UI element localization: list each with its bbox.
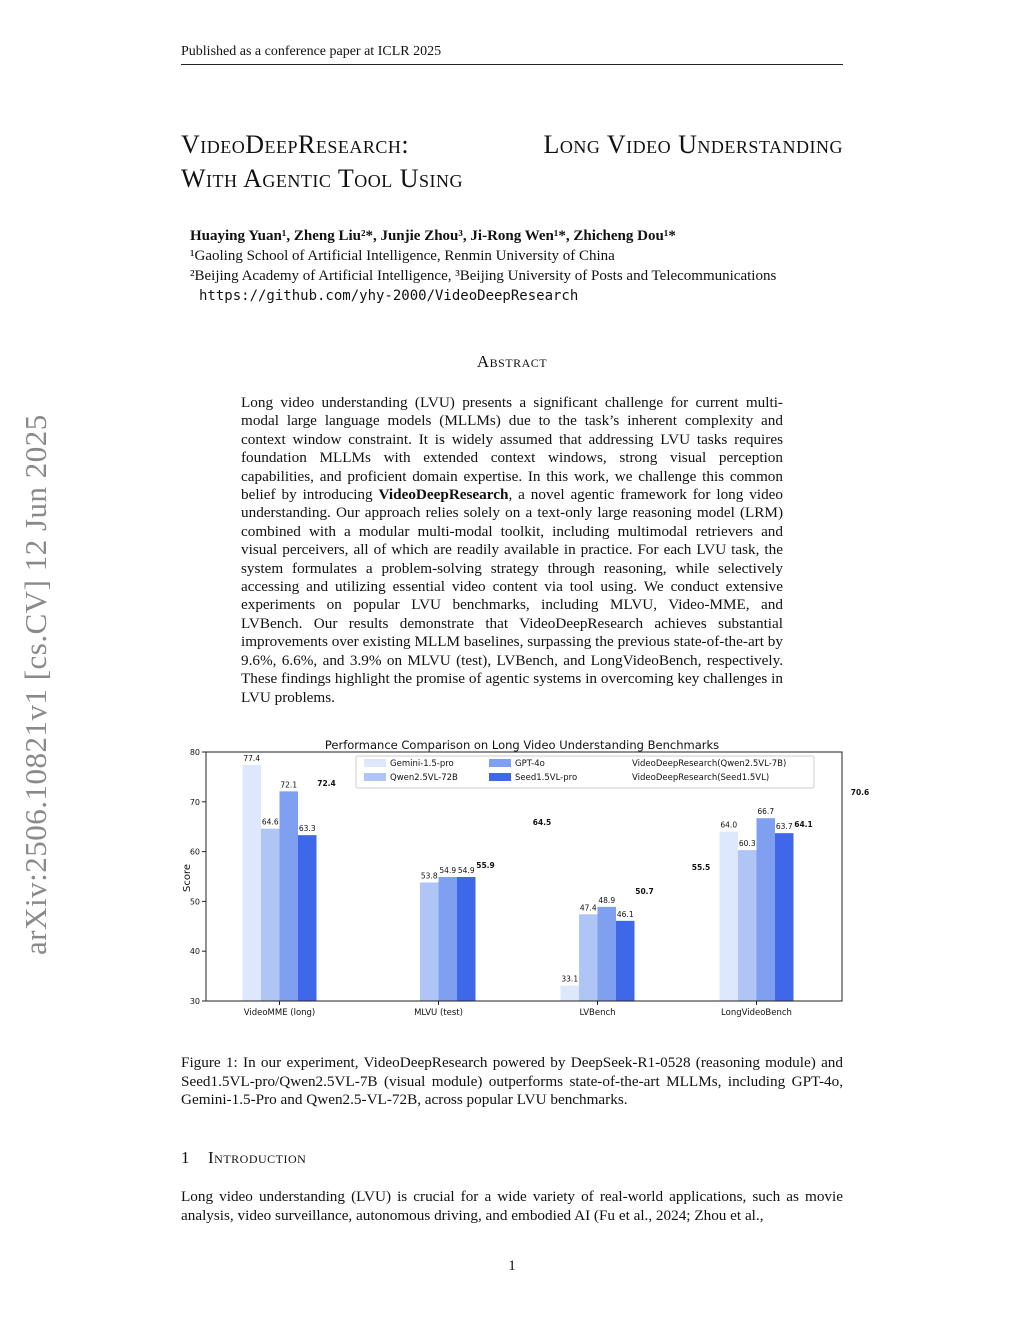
x-tick-label: MLVU (test): [414, 1008, 463, 1018]
bar: [738, 850, 757, 1001]
abstract-bold-name: VideoDeepResearch: [378, 486, 509, 504]
legend-swatch: [489, 773, 511, 781]
bar: [579, 914, 598, 1001]
intro-paragraph: Long video understanding (LVU) is crucial for a wide variety of real-world applications, such as movie analysis, video surveillance, autonomous driving, and embodied AI (Fu et al., 2024; Zhou et al.,: [181, 1188, 843, 1224]
videodeepresearch-value-label: 72.4: [317, 778, 336, 788]
legend-entry: GPT-4o: [515, 759, 545, 769]
page-number: 1: [508, 1258, 516, 1274]
bar: [261, 829, 280, 1001]
title-line1-part1: VideoDeepResearch:: [181, 130, 410, 159]
github-link[interactable]: https://github.com/yhy-2000/VideoDeepResearch: [199, 288, 579, 304]
videodeepresearch-value-label: 50.7: [635, 886, 654, 896]
bar-value-label: 64.6: [261, 817, 279, 827]
bar-value-label: 54.9: [457, 865, 475, 875]
bar: [457, 877, 476, 1001]
bar: [616, 921, 635, 1001]
bar-value-label: 54.9: [439, 865, 457, 875]
bar: [439, 877, 458, 1001]
bar-value-label: 66.7: [757, 807, 775, 817]
bar: [775, 833, 794, 1001]
videodeepresearch-value-label: 70.6: [850, 787, 870, 797]
bar-value-label: 64.0: [720, 820, 738, 830]
legend-entry: Seed1.5VL-pro: [515, 773, 578, 783]
bar: [280, 791, 299, 1001]
bar: [420, 882, 439, 1001]
section-number: 1: [181, 1148, 190, 1167]
bar-value-label: 46.1: [616, 909, 634, 919]
bar: [243, 765, 262, 1001]
videodeepresearch-value-label: 64.5: [532, 818, 552, 828]
y-tick-label: 80: [189, 748, 200, 757]
legend-entry: Qwen2.5VL-72B: [390, 773, 458, 783]
bar-value-label: 72.1: [280, 780, 298, 790]
y-tick-label: 70: [189, 797, 200, 807]
bar-value-label: 53.8: [420, 871, 438, 881]
abstract-text-1: Long video understanding (LVU) presents a significant challenge for current multi-modal large language models (MLLMs) due to the task’s inherent complexity and context window constraint. It is widely assumed that addressing LVU tasks requires foundation MLLMs with extended context windows, strong visual perception capabilities, and proficient domain expertise. In this work, we challenge this common belief by introducing: [241, 394, 783, 504]
section-heading: [181, 1148, 306, 1168]
legend-swatch: [364, 759, 386, 767]
legend-entry: VideoDeepResearch(Qwen2.5VL-7B): [632, 759, 787, 769]
abstract-heading: Abstract: [476, 352, 548, 371]
bar-value-label: 63.7: [775, 822, 793, 832]
chart-title: Performance Comparison on Long Video Understanding Benchmarks: [324, 738, 720, 752]
y-tick-label: 30: [189, 997, 200, 1006]
bar-value-label: 60.3: [738, 839, 756, 849]
bar-value-label: 77.4: [243, 753, 261, 763]
bar: [561, 986, 580, 1001]
figure-caption: Figure 1: In our experiment, VideoDeepResearch powered by DeepSeek-R1-0528 (reasoning module) and Seed1.5VL-pro/Qwen2.5VL-7B (visual module) outperforms state-of-the-art MLLMs, including GPT-4o, Gemini-1.5-Pro and Qwen2.5-VL-72B, across popular LVU benchmarks.: [181, 1054, 843, 1109]
bar-chart: [176, 734, 870, 1018]
section-title: Introduction: [208, 1148, 307, 1167]
abstract-text-2: , a novel agentic framework for long video understanding. Our approach relies solely on a text-only large reasoning model (LRM) combined with a modular multi-modal toolkit, including multimodal retrievers and visual perceivers, all of which are readily available in practice. For each LVU task, the system formulates a problem-solving strategy through reasoning, while selectively accessing and utilizing essential video content via tool using. We conduct extensive experiments on popular LVU benchmarks, including MLVU, Video-MME, and LVBench. Our results demonstrate that VideoDeepResearch achieves substantial improvements over existing MLLM baselines, surpassing the previous state-of-the-art by 9.6%, 6.6%, and 3.9% on MLVU (test), LVBench, and LongVideoBench, respectively. These findings highlight the promise of agentic systems in overcoming key challenges in LVU problems.: [241, 486, 783, 706]
bar-value-label: 63.3: [298, 824, 316, 834]
legend-swatch: [364, 773, 386, 781]
legend-entry: VideoDeepResearch(Seed1.5VL): [632, 773, 770, 783]
bar-value-label: 48.9: [598, 895, 616, 905]
paper-title: [181, 128, 843, 196]
y-tick-label: 50: [189, 897, 200, 907]
legend-swatch: [489, 759, 511, 767]
x-tick-label: LVBench: [579, 1008, 616, 1018]
videodeepresearch-value-label: 64.1: [794, 820, 813, 830]
legend-entry: Gemini-1.5-pro: [390, 759, 454, 769]
author-block: [190, 226, 776, 306]
chart-y-axis-label: Score: [182, 863, 193, 893]
bar-value-label: 47.4: [579, 903, 597, 913]
affiliation-2: ²Beijing Academy of Artificial Intelligence, ³Beijing University of Posts and Telecommunications: [190, 268, 777, 284]
bar-value-label: 33.1: [561, 974, 579, 984]
y-tick-label: 60: [189, 847, 200, 857]
x-tick-label: LongVideoBench: [721, 1008, 792, 1018]
figure-1-chart: [176, 734, 870, 1018]
abstract-body: [241, 394, 783, 707]
y-tick-label: 40: [189, 947, 200, 957]
title-line1-part2: Long Video Understanding: [543, 130, 843, 159]
videodeepresearch-value-label: 55.9: [476, 861, 495, 871]
chart-legend: [356, 756, 814, 788]
title-line2: With Agentic Tool Using: [181, 164, 464, 193]
videodeepresearch-value-label: 55.5: [691, 863, 711, 873]
bar: [298, 835, 317, 1001]
author-names: Huaying Yuan¹, Zheng Liu²*, Junjie Zhou³, Ji-Rong Wen¹*, Zhicheng Dou¹*: [190, 228, 676, 244]
bar: [598, 907, 617, 1001]
x-tick-label: VideoMME (long): [243, 1008, 316, 1018]
bar: [757, 818, 776, 1001]
bar: [720, 832, 739, 1001]
arxiv-stamp: arXiv:2506.10821v1 [cs.CV] 12 Jun 2025: [18, 414, 53, 955]
affiliation-1: ¹Gaoling School of Artificial Intelligence, Renmin University of China: [190, 248, 615, 264]
running-header: Published as a conference paper at ICLR 2025: [181, 44, 843, 65]
